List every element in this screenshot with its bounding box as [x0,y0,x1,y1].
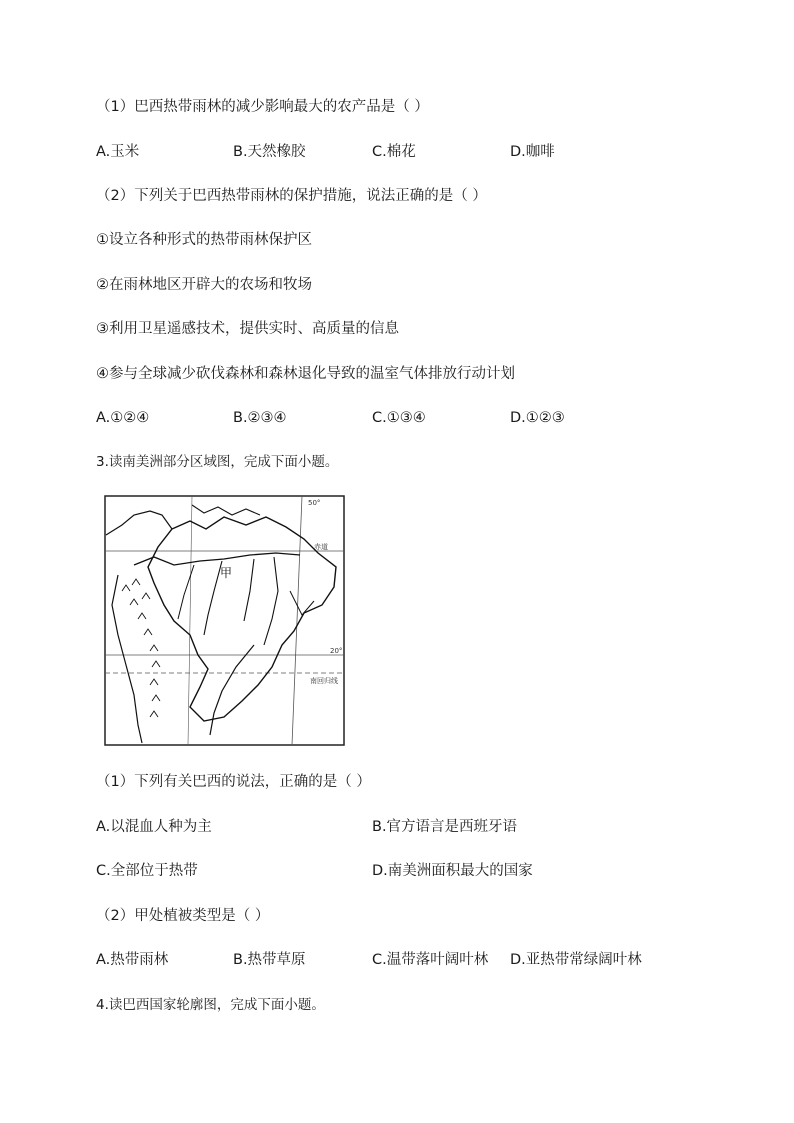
q2-sub2-statement-3: ③利用卫星遥感技术，提供实时、高质量的信息 [96,321,399,337]
q3-sub2-option-a[interactable]: A.热带雨林 [96,952,169,968]
q2-sub2-option-d[interactable]: D.①②③ [510,410,565,426]
q3-sub2-option-b[interactable]: B.热带草原 [233,952,306,968]
q2-sub1-option-a[interactable]: A.玉米 [96,144,140,160]
equator-label: 赤道 [314,543,328,551]
q3-intro: 3.读南美洲部分区域图，完成下面小题。 [96,454,339,470]
q2-sub1-stem: （1）巴西热带雨林的减少影响最大的农产品是（ ） [96,99,429,115]
jia-label: 甲 [220,566,233,580]
q2-sub1-option-b[interactable]: B.天然橡胶 [233,144,306,160]
q2-sub1-option-c[interactable]: C.棉花 [372,144,416,160]
q2-sub2-stem: （2）下列关于巴西热带雨林的保护措施，说法正确的是（ ） [96,188,487,204]
q2-sub2-option-c[interactable]: C.①③④ [372,410,426,426]
q4-intro: 4.读巴西国家轮廓图，完成下面小题。 [96,997,325,1013]
map-frame [105,496,344,745]
q3-sub2-option-c[interactable]: C.温带落叶阔叶林 [372,952,489,968]
tropic-label: 南回归线 [310,677,338,685]
lat-20-label: 20° [330,647,343,655]
q2-sub2-statement-2: ②在雨林地区开辟大的农场和牧场 [96,277,312,293]
q3-sub1-option-c[interactable]: C.全部位于热带 [96,863,198,879]
q3-sub2-option-d[interactable]: D.亚热带常绿阔叶林 [510,952,642,968]
q2-sub1-option-d[interactable]: D.咖啡 [510,144,555,160]
lon-50-label: 50° [308,499,321,507]
q2-sub2-option-b[interactable]: B.②③④ [233,410,287,426]
q3-sub1-option-b[interactable]: B.官方语言是西班牙语 [372,819,518,835]
q2-sub2-statement-1: ①设立各种形式的热带雨林保护区 [96,232,312,248]
south-america-map [104,495,345,746]
q2-sub2-statement-4: ④参与全球减少砍伐森林和森林退化导致的温室气体排放行动计划 [96,366,515,382]
q3-sub1-stem: （1）下列有关巴西的说法，正确的是（ ） [96,774,371,790]
q3-sub1-option-d[interactable]: D.南美洲面积最大的国家 [372,863,533,879]
q3-sub1-option-a[interactable]: A.以混血人种为主 [96,819,212,835]
q2-sub2-option-a[interactable]: A.①②④ [96,410,150,426]
q3-sub2-stem: （2）甲处植被类型是（ ） [96,908,270,924]
